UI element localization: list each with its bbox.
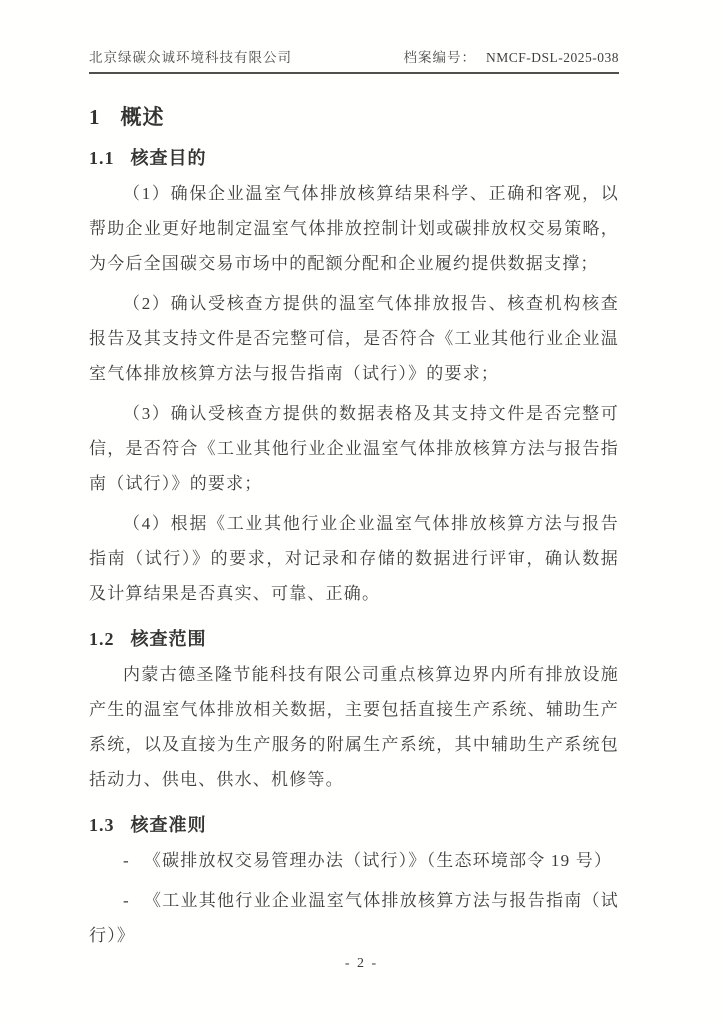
paragraph-purpose-4: （4）根据《工业其他行业企业温室气体排放核算方法与报告指南（试行）》的要求，对记录和存储的数据进行评审，确认数据及计算结果是否真实、可靠、正确。 <box>89 514 619 603</box>
paragraph-purpose-1: （1）确保企业温室气体排放核算结果科学、正确和客观，以帮助企业更好地制定温室气体排放控制计划或碳排放权交易策略，为今后全国碳交易市场中的配额分配和企业履约提供数据支撑； <box>89 184 619 273</box>
chapter-number: 1 <box>89 105 101 129</box>
section-heading-1-2 <box>89 627 619 651</box>
criteria-list-item <box>89 883 619 953</box>
chapter-heading <box>89 104 619 130</box>
section-heading-1-1 <box>89 146 619 170</box>
page-footer <box>0 956 723 972</box>
chapter-title: 概述 <box>120 105 165 129</box>
header-file-number <box>403 46 619 66</box>
list-dash-marker: - <box>123 851 130 870</box>
page-number: - 2 - <box>344 956 379 971</box>
section-heading-1-3 <box>89 813 619 837</box>
paragraph-purpose-2: （2）确认受核查方提供的温室气体排放报告、核查机构核查报告及其支持文件是否完整可信，是否符合《工业其他行业企业温室气体排放核算方法与报告指南（试行）》的要求； <box>89 294 619 383</box>
section-number: 1.1 <box>89 148 115 168</box>
section-title: 核查目的 <box>130 148 207 168</box>
list-dash-marker: - <box>123 891 130 910</box>
paragraph-scope: 内蒙古德圣隆节能科技有限公司重点核算边界内所有排放设施产生的温室气体排放相关数据，主要包括直接生产系统、辅助生产系统，以及直接为生产服务的附属生产系统，其中辅助生产系统包括动力、供电、供水、机修等。 <box>89 665 619 789</box>
page-header <box>89 46 619 74</box>
criteria-item-text: 《工业其他行业企业温室气体排放核算方法与报告指南（试行）》 <box>89 891 619 945</box>
file-number-value: NMCF-DSL-2025-038 <box>485 50 619 65</box>
section-title: 核查准则 <box>130 815 207 835</box>
criteria-item-text: 《碳排放权交易管理办法（试行）》（生态环境部令 19 号） <box>143 851 613 870</box>
section-title: 核查范围 <box>130 629 207 649</box>
criteria-list-item <box>89 843 619 878</box>
file-number-label: 档案编号： <box>403 50 476 65</box>
section-number: 1.2 <box>89 629 115 649</box>
paragraph-purpose-3: （3）确认受核查方提供的数据表格及其支持文件是否完整可信，是否符合《工业其他行业企业温室气体排放核算方法与报告指南（试行）》的要求； <box>89 404 619 493</box>
header-company-name: 北京绿碳众诚环境科技有限公司 <box>89 50 292 65</box>
section-number: 1.3 <box>89 815 115 835</box>
